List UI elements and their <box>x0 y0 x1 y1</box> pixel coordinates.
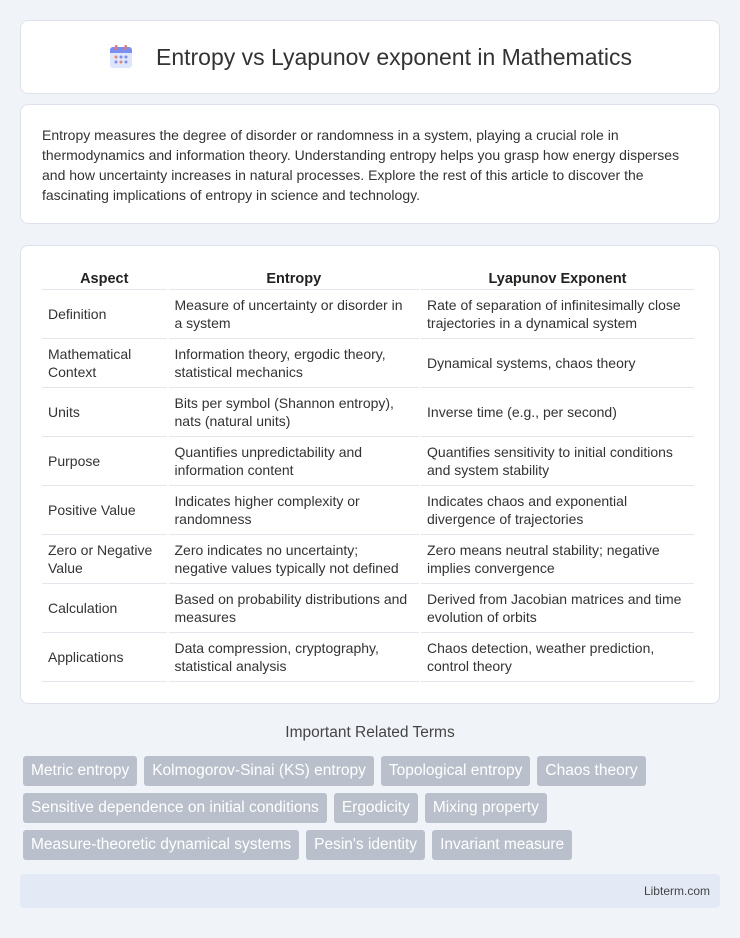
cell-entropy: Quantifies unpredictability and information content <box>169 437 420 486</box>
tag-metric-entropy[interactable]: Metric entropy <box>23 756 137 786</box>
table-row <box>42 633 694 682</box>
tag-ks-entropy[interactable]: Kolmogorov-Sinai (KS) entropy <box>144 756 374 786</box>
header-lyapunov: Lyapunov Exponent <box>421 266 694 290</box>
tag-row <box>23 830 723 860</box>
cell-lyapunov: Dynamical systems, chaos theory <box>421 339 694 388</box>
intro-card <box>20 104 720 224</box>
page-title <box>108 44 632 71</box>
cell-aspect: Positive Value <box>42 486 167 535</box>
cell-entropy: Data compression, cryptography, statistical analysis <box>169 633 420 682</box>
cell-entropy: Bits per symbol (Shannon entropy), nats (natural units) <box>169 388 420 437</box>
tag-pesins-identity[interactable]: Pesin's identity <box>306 830 425 860</box>
comparison-table-card <box>20 245 720 704</box>
header-aspect: Aspect <box>42 266 167 290</box>
tag-chaos-theory[interactable]: Chaos theory <box>537 756 645 786</box>
cell-aspect: Units <box>42 388 167 437</box>
footer-site-link[interactable]: Libterm.com <box>643 884 710 898</box>
table-header-row <box>42 266 694 290</box>
tag-row <box>23 793 723 823</box>
tag-invariant-measure[interactable]: Invariant measure <box>432 830 572 860</box>
tag-mixing-property[interactable]: Mixing property <box>425 793 547 823</box>
tag-measure-theoretic[interactable]: Measure-theoretic dynamical systems <box>23 830 299 860</box>
cell-entropy: Indicates higher complexity or randomness <box>169 486 420 535</box>
cell-lyapunov: Derived from Jacobian matrices and time evolution of orbits <box>421 584 694 633</box>
cell-aspect: Mathematical Context <box>42 339 167 388</box>
tag-row <box>23 756 723 786</box>
table-row <box>42 388 694 437</box>
cell-entropy: Zero indicates no uncertainty; negative values typically not defined <box>169 535 420 584</box>
cell-entropy: Based on probability distributions and measures <box>169 584 420 633</box>
cell-aspect: Definition <box>42 290 167 339</box>
intro-paragraph: Entropy measures the degree of disorder or randomness in a system, playing a crucial role in thermodynamics and information theory. Understanding entropy helps you grasp how energy disperses and how uncertainty increases in natural processes. Explore the rest of this article to discover the fascinating implications of entropy in science and technology. <box>42 127 680 203</box>
cell-entropy: Information theory, ergodic theory, statistical mechanics <box>169 339 420 388</box>
table-row <box>42 486 694 535</box>
table-row <box>42 584 694 633</box>
cell-lyapunov: Inverse time (e.g., per second) <box>421 388 694 437</box>
cell-aspect: Purpose <box>42 437 167 486</box>
table-row <box>42 535 694 584</box>
cell-lyapunov: Zero means neutral stability; negative implies convergence <box>421 535 694 584</box>
cell-lyapunov: Quantifies sensitivity to initial conditions and system stability <box>421 437 694 486</box>
page-title-text: Entropy vs Lyapunov exponent in Mathematics <box>155 43 633 70</box>
table-row <box>42 290 694 339</box>
tag-ergodicity[interactable]: Ergodicity <box>334 793 418 823</box>
cell-aspect: Applications <box>42 633 167 682</box>
table-row <box>42 339 694 388</box>
table-row <box>42 437 694 486</box>
calendar-grid-icon <box>108 44 134 70</box>
cell-entropy: Measure of uncertainty or disorder in a system <box>169 290 420 339</box>
cell-lyapunov: Rate of separation of infinitesimally close trajectories in a dynamical system <box>421 290 694 339</box>
header-entropy: Entropy <box>169 266 420 290</box>
title-card <box>20 20 720 94</box>
cell-aspect: Zero or Negative Value <box>42 535 167 584</box>
comparison-table <box>40 266 696 682</box>
footer <box>20 874 720 908</box>
cell-lyapunov: Chaos detection, weather prediction, control theory <box>421 633 694 682</box>
tag-topological-entropy[interactable]: Topological entropy <box>381 756 531 786</box>
tag-sensitive-dependence[interactable]: Sensitive dependence on initial conditions <box>23 793 327 823</box>
related-terms-title: Important Related Terms <box>285 724 455 741</box>
cell-aspect: Calculation <box>42 584 167 633</box>
cell-lyapunov: Indicates chaos and exponential divergence of trajectories <box>421 486 694 535</box>
related-terms-list <box>23 756 723 867</box>
